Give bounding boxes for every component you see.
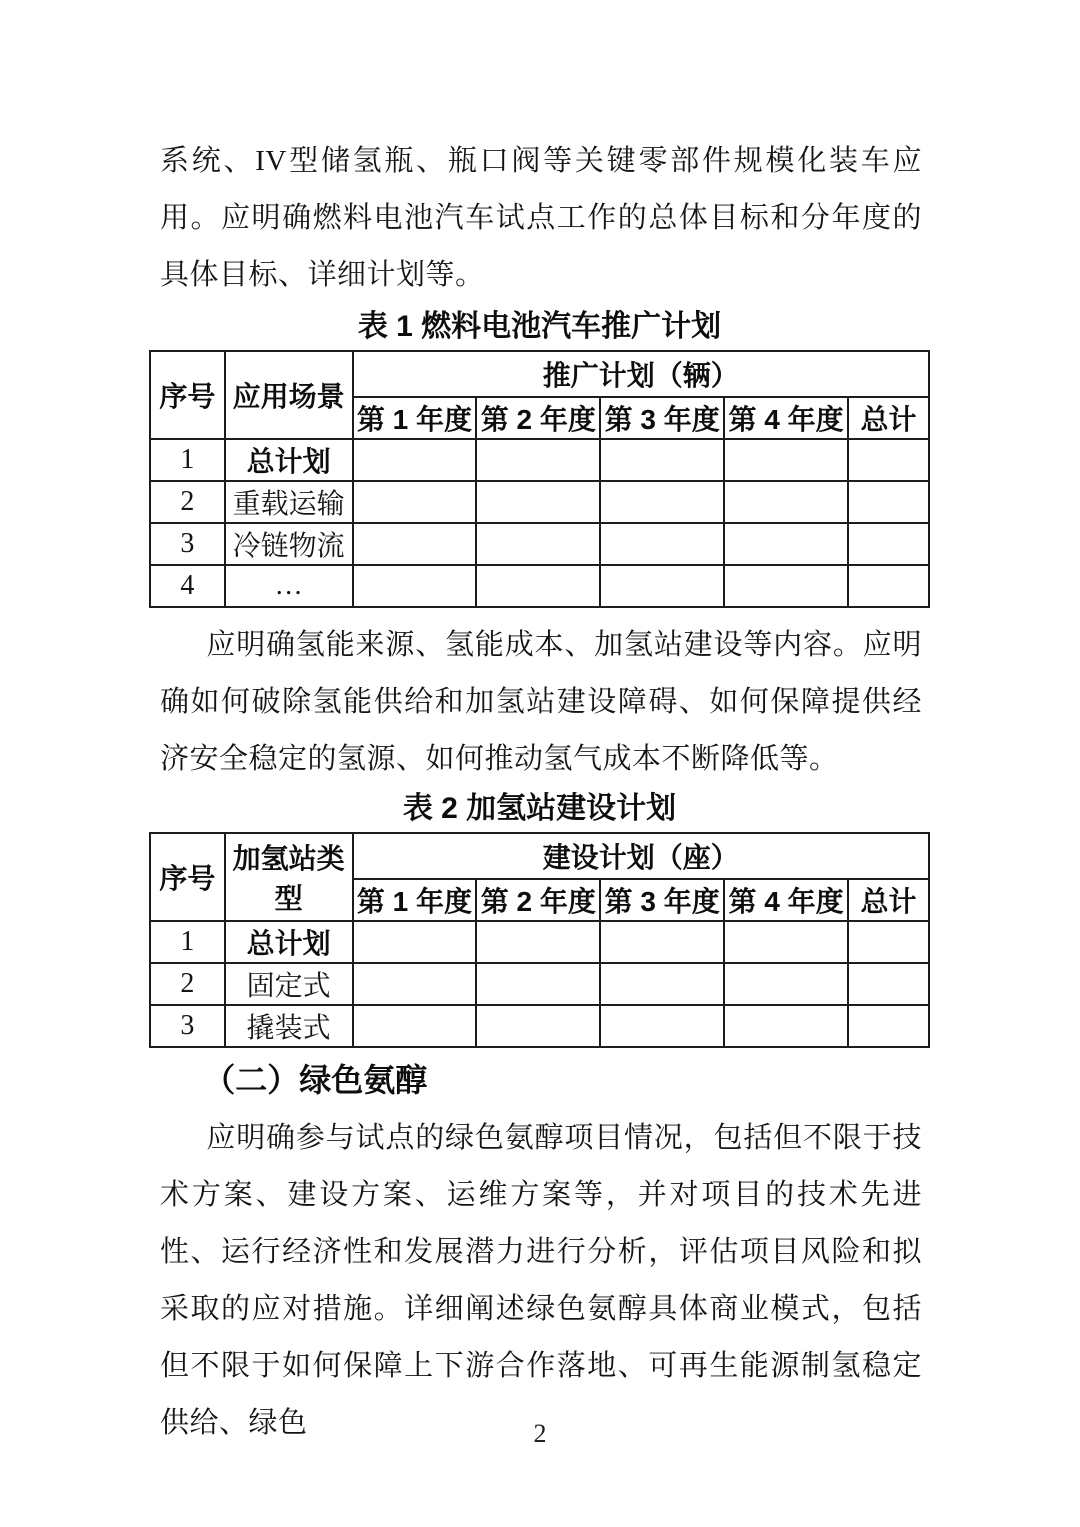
table-row: [150, 921, 929, 963]
empty-cell: [353, 565, 477, 607]
empty-cell: [600, 565, 724, 607]
table-row: [150, 565, 929, 607]
table2-header-category: 加氢站类型: [225, 833, 353, 921]
row-label: 固定式: [225, 963, 353, 1005]
table2-header-year2: 第 2 年度: [476, 879, 600, 921]
empty-cell: [353, 921, 477, 963]
section-heading-green-ammonia-methanol: （二）绿色氨醇: [203, 1062, 428, 1098]
empty-cell: [353, 963, 477, 1005]
empty-cell: [724, 523, 848, 565]
table2-header-total: 总计: [848, 879, 929, 921]
table2-header-row-1: [150, 833, 929, 879]
empty-cell: [476, 565, 600, 607]
row-serial: 1: [150, 921, 225, 963]
empty-cell: [600, 481, 724, 523]
row-label: 总计划: [225, 921, 353, 963]
table-row: [150, 481, 929, 523]
table1-header-category: 应用场景: [225, 351, 353, 439]
empty-cell: [724, 481, 848, 523]
table1-caption: 表 1 燃料电池汽车推广计划: [357, 310, 722, 343]
table-fuel-cell-vehicle-promotion-plan: [149, 350, 930, 608]
empty-cell: [476, 439, 600, 481]
empty-cell: [724, 921, 848, 963]
table2-header-year3: 第 3 年度: [600, 879, 724, 921]
empty-cell: [353, 1005, 477, 1047]
table1-header-plan-group: 推广计划（辆）: [353, 351, 929, 397]
table-row: [150, 1005, 929, 1047]
empty-cell: [848, 921, 929, 963]
table-row: [150, 439, 929, 481]
empty-cell: [600, 523, 724, 565]
empty-cell: [724, 439, 848, 481]
table2-caption: 表 2 加氢站建设计划: [402, 792, 677, 825]
table1-header-serial: 序号: [150, 351, 225, 439]
empty-cell: [848, 1005, 929, 1047]
row-serial: 3: [150, 1005, 225, 1047]
empty-cell: [353, 523, 477, 565]
table1-header-year1: 第 1 年度: [353, 397, 477, 439]
row-label: 总计划: [225, 439, 353, 481]
table2-header-plan-group: 建设计划（座）: [353, 833, 929, 879]
row-label: 撬装式: [225, 1005, 353, 1047]
table1-header-row-1: [150, 351, 929, 397]
row-label: 重载运输: [225, 481, 353, 523]
row-label: 冷链物流: [225, 523, 353, 565]
empty-cell: [724, 565, 848, 607]
table-row: [150, 963, 929, 1005]
empty-cell: [724, 963, 848, 1005]
empty-cell: [848, 439, 929, 481]
row-serial: 3: [150, 523, 225, 565]
row-serial: 4: [150, 565, 225, 607]
table1-header-year2: 第 2 年度: [476, 397, 600, 439]
table1-header-year4: 第 4 年度: [724, 397, 848, 439]
empty-cell: [476, 481, 600, 523]
empty-cell: [848, 523, 929, 565]
table2-header-year1: 第 1 年度: [353, 879, 477, 921]
empty-cell: [848, 481, 929, 523]
table-hydrogen-station-construction-plan: [149, 832, 930, 1048]
paragraph-fuel-cell-overview: 系统、IV型储氢瓶、瓶口阀等关键零部件规模化装车应用。应明确燃料电池汽车试点工作的总体目标和分年度的具体目标、详细计划等。: [160, 145, 922, 291]
table1-header-total: 总计: [848, 397, 929, 439]
empty-cell: [600, 1005, 724, 1047]
row-label: …: [225, 565, 353, 607]
page-number: 2: [533, 1419, 547, 1448]
empty-cell: [724, 1005, 848, 1047]
row-serial: 2: [150, 963, 225, 1005]
paragraph-hydrogen-supply: 应明确氢能来源、氢能成本、加氢站建设等内容。应明确如何破除氢能供给和加氢站建设障碍、如何保障提供经济安全稳定的氢源、如何推动氢气成本不断降低等。: [160, 629, 922, 775]
table2-header-year4: 第 4 年度: [724, 879, 848, 921]
empty-cell: [848, 963, 929, 1005]
empty-cell: [476, 963, 600, 1005]
empty-cell: [600, 963, 724, 1005]
table2-header-serial: 序号: [150, 833, 225, 921]
paragraph-green-ammonia-methanol: 应明确参与试点的绿色氨醇项目情况，包括但不限于技术方案、建设方案、运维方案等，并对项目的技术先进性、运行经济性和发展潜力进行分析，评估项目风险和拟采取的应对措施。详细阐述绿色氨醇具体商业模式，包括但不限于如何保障上下游合作落地、可再生能源制氢稳定供给、绿色: [160, 1122, 922, 1439]
empty-cell: [353, 481, 477, 523]
empty-cell: [476, 921, 600, 963]
row-serial: 2: [150, 481, 225, 523]
empty-cell: [848, 565, 929, 607]
empty-cell: [353, 439, 477, 481]
empty-cell: [600, 921, 724, 963]
empty-cell: [476, 1005, 600, 1047]
row-serial: 1: [150, 439, 225, 481]
empty-cell: [476, 523, 600, 565]
empty-cell: [600, 439, 724, 481]
table1-header-year3: 第 3 年度: [600, 397, 724, 439]
table-row: [150, 523, 929, 565]
